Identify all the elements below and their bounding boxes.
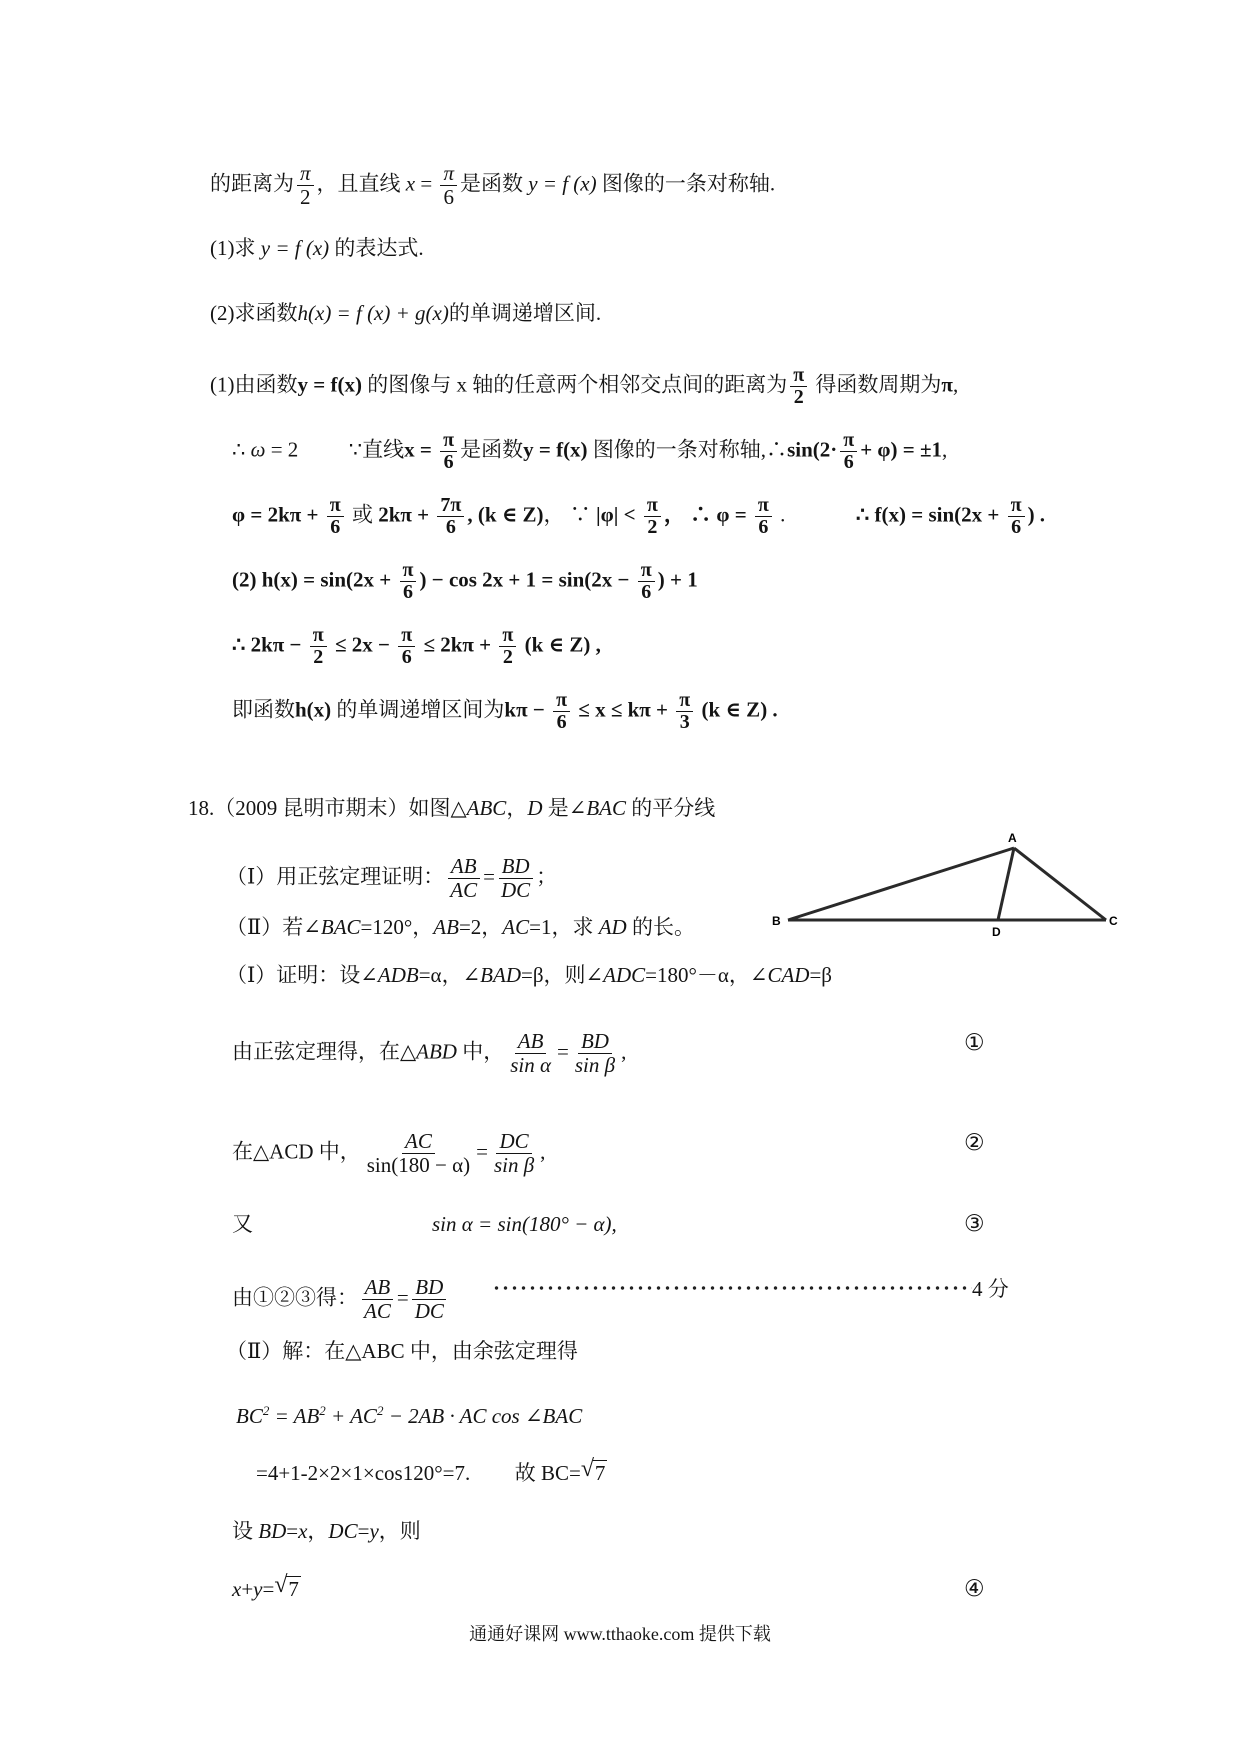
fraction: $\frac{AB}{\text{sin α}}$ bbox=[510, 1029, 552, 1077]
p17-solution-line-6: 即函数h(x) 的单调递增区间为kπ − $\frac{\pi}{6}$ ≤ x ≤ kπ + $\frac{\pi}{3}$ (k ∈ Z) . bbox=[232, 689, 778, 733]
score-label: 4 分 bbox=[972, 1277, 1009, 1301]
p18-equation-2: 在△ACD 中， $\frac{AC}{\sin(180 - \alpha)}$ = $\frac{DC}{\text{sin β}}$ , bbox=[232, 1129, 546, 1177]
fraction: $\frac{\pi}{6}$ bbox=[638, 560, 655, 603]
fraction: $\frac{AB}{AC}$ bbox=[447, 855, 480, 902]
triangle-figure bbox=[768, 828, 1128, 938]
bisector-ad bbox=[998, 848, 1014, 920]
fraction: $\frac{\pi}{2}$ bbox=[790, 365, 807, 408]
p17-solution-line-1: (1)由函数y = f(x) 的图像与 x 轴的任意两个相邻交点间的距离为 $\frac{\pi}{2}$ 得函数周期为π, bbox=[210, 364, 959, 408]
p17-question-1: (1)求 y = f (x) 的表达式. bbox=[210, 236, 424, 260]
p18-set-variables: 设 BD=x，DC=y，则 bbox=[232, 1519, 421, 1543]
fraction: $\frac{BD}{\text{sin β}}$ bbox=[574, 1029, 616, 1077]
fraction: $\frac{\pi}{2}$ bbox=[644, 495, 661, 538]
p17-intro-line: 的距离为 $\frac{\pi}{2}$ ，且直线 x = $\frac{\pi}{6}$ 是函数 y = f (x) 图像的一条对称轴. bbox=[210, 161, 776, 209]
fraction: $\frac{\pi}{6}$ bbox=[398, 625, 415, 668]
p18-question-2: （Ⅱ）若∠BAC=120°，AB=2，AC=1，求 AD 的长。 bbox=[226, 915, 695, 939]
p17-solution-line-4: (2) h(x) = sin(2x + $\frac{\pi}{6}$ ) − cos 2x + 1 = sin(2x − $\frac{\pi}{6}$ ) + 1 bbox=[232, 559, 698, 603]
p17-solution-line-5: ∴ 2kπ − $\frac{\pi}{2}$ ≤ 2x − $\frac{\pi}{6}$ ≤ 2kπ + $\frac{\pi}{2}$ (k ∈ Z) , bbox=[232, 624, 601, 668]
vertex-label-d: D bbox=[992, 925, 1001, 938]
vertex-label-b: B bbox=[772, 914, 781, 928]
sqrt: √ 7 bbox=[274, 1572, 299, 1601]
p18-sum-equation: x+y= √ 7 bbox=[232, 1572, 299, 1601]
p18-part-2: （Ⅱ）解：在△ABC 中，由余弦定理得 bbox=[226, 1339, 578, 1363]
page-footer: 通通好课网 www.tthaoke.com 提供下载 bbox=[469, 1624, 771, 1644]
fraction: $\frac{\pi}{6}$ bbox=[327, 495, 344, 538]
p18-equation-1: 由正弦定理得，在△ABD 中， $\frac{AB}{\text{sin α}}$ = $\frac{BD}{\text{sin β}}$ , bbox=[232, 1029, 627, 1077]
fraction: $\frac{\pi}{2}$ bbox=[499, 625, 516, 668]
p18-equation-3-label: 又 bbox=[232, 1212, 253, 1236]
fraction: $\frac{\pi}{6}$ bbox=[400, 560, 417, 603]
fraction: $\frac{BD}{DC}$ bbox=[412, 1276, 447, 1323]
dotted-leader bbox=[492, 1284, 972, 1292]
vertex-label-a: A bbox=[1008, 831, 1017, 845]
p18-question-1: （Ⅰ）用正弦定理证明： $\frac{AB}{AC}$ = $\frac{BD}{DC}$ ； bbox=[226, 854, 558, 902]
fraction: $\frac{7\pi}{6}$ bbox=[437, 495, 464, 538]
fraction: $\frac{DC}{\text{sin β}}$ bbox=[493, 1129, 535, 1177]
p17-solution-line-3: φ = 2kπ + $\frac{\pi}{6}$ 或 2kπ + $\frac{7\pi}{6}$ , (k ∈ Z)， ∵ |φ| < $\frac{\pi}{2}$ ， ∴ φ = $\frac{\pi}{6}$ . ∴ f(x) = sin(2x + $\frac{\pi}{6}$ ) . bbox=[232, 494, 1046, 538]
fraction: $\frac{\pi}{6}$ bbox=[440, 430, 457, 473]
p18-proof-setup: （Ⅰ）证明：设∠ADB=α，∠BAD=β，则∠ADC=180°－α，∠CAD=β bbox=[226, 963, 832, 987]
fraction: $\frac{\pi}{6}$ bbox=[755, 495, 772, 538]
fraction: $\frac{\pi}{6}$ bbox=[553, 690, 570, 733]
fraction: $\frac{\pi}{3}$ bbox=[676, 690, 693, 733]
equation-marker-3: ③ bbox=[964, 1211, 985, 1237]
p18-calc: =4+1-2×2×1×cos120°=7. 故 BC= √ 7 bbox=[256, 1456, 606, 1485]
p17-question-2: (2)求函数h(x) = f (x) + g(x)的单调递增区间. bbox=[210, 301, 602, 325]
sqrt: √ 7 bbox=[580, 1456, 606, 1485]
side-ac bbox=[1014, 848, 1106, 920]
fraction: $\frac{\pi}{6}$ bbox=[840, 430, 857, 473]
p18-equation-4: 由①②③得： $\frac{AB}{AC}$ = $\frac{BD}{DC}$ bbox=[232, 1276, 450, 1323]
fraction: $\frac{\pi}{2}$ bbox=[310, 625, 327, 668]
p18-title: 18.（2009 昆明市期末）如图△ABC，D 是∠BAC 的平分线 bbox=[188, 796, 716, 820]
fraction: $\frac{AB}{AC}$ bbox=[361, 1276, 394, 1323]
equation-marker-4: ④ bbox=[964, 1576, 985, 1602]
fraction: $\frac{\pi}{6}$ bbox=[1008, 495, 1025, 538]
fraction: $\frac{\pi}{6}$ bbox=[440, 162, 457, 209]
p18-equation-3: sin α = sin(180° − α), bbox=[432, 1212, 617, 1236]
side-ba bbox=[788, 848, 1014, 920]
fraction: $\frac{AC}{\sin(180 - \alpha)}$ bbox=[366, 1129, 471, 1177]
p17-solution-line-2: ∴ ω = 2 ∵直线x = $\frac{\pi}{6}$ 是函数y = f(x) 图像的一条对称轴,∴sin(2· $\frac{\pi}{6}$ + φ) = ±1, bbox=[232, 429, 948, 473]
equation-marker-2: ② bbox=[964, 1130, 985, 1156]
p18-cosine-law: $BC^2 = AB^2 + AC^2 - 2AB$ · AC cos ∠BAC bbox=[236, 1403, 583, 1428]
fraction: $\frac{\pi}{2}$ bbox=[297, 162, 314, 209]
equation-marker-1: ① bbox=[964, 1030, 985, 1056]
fraction: $\frac{BD}{DC}$ bbox=[498, 855, 533, 902]
vertex-label-c: C bbox=[1109, 914, 1118, 928]
